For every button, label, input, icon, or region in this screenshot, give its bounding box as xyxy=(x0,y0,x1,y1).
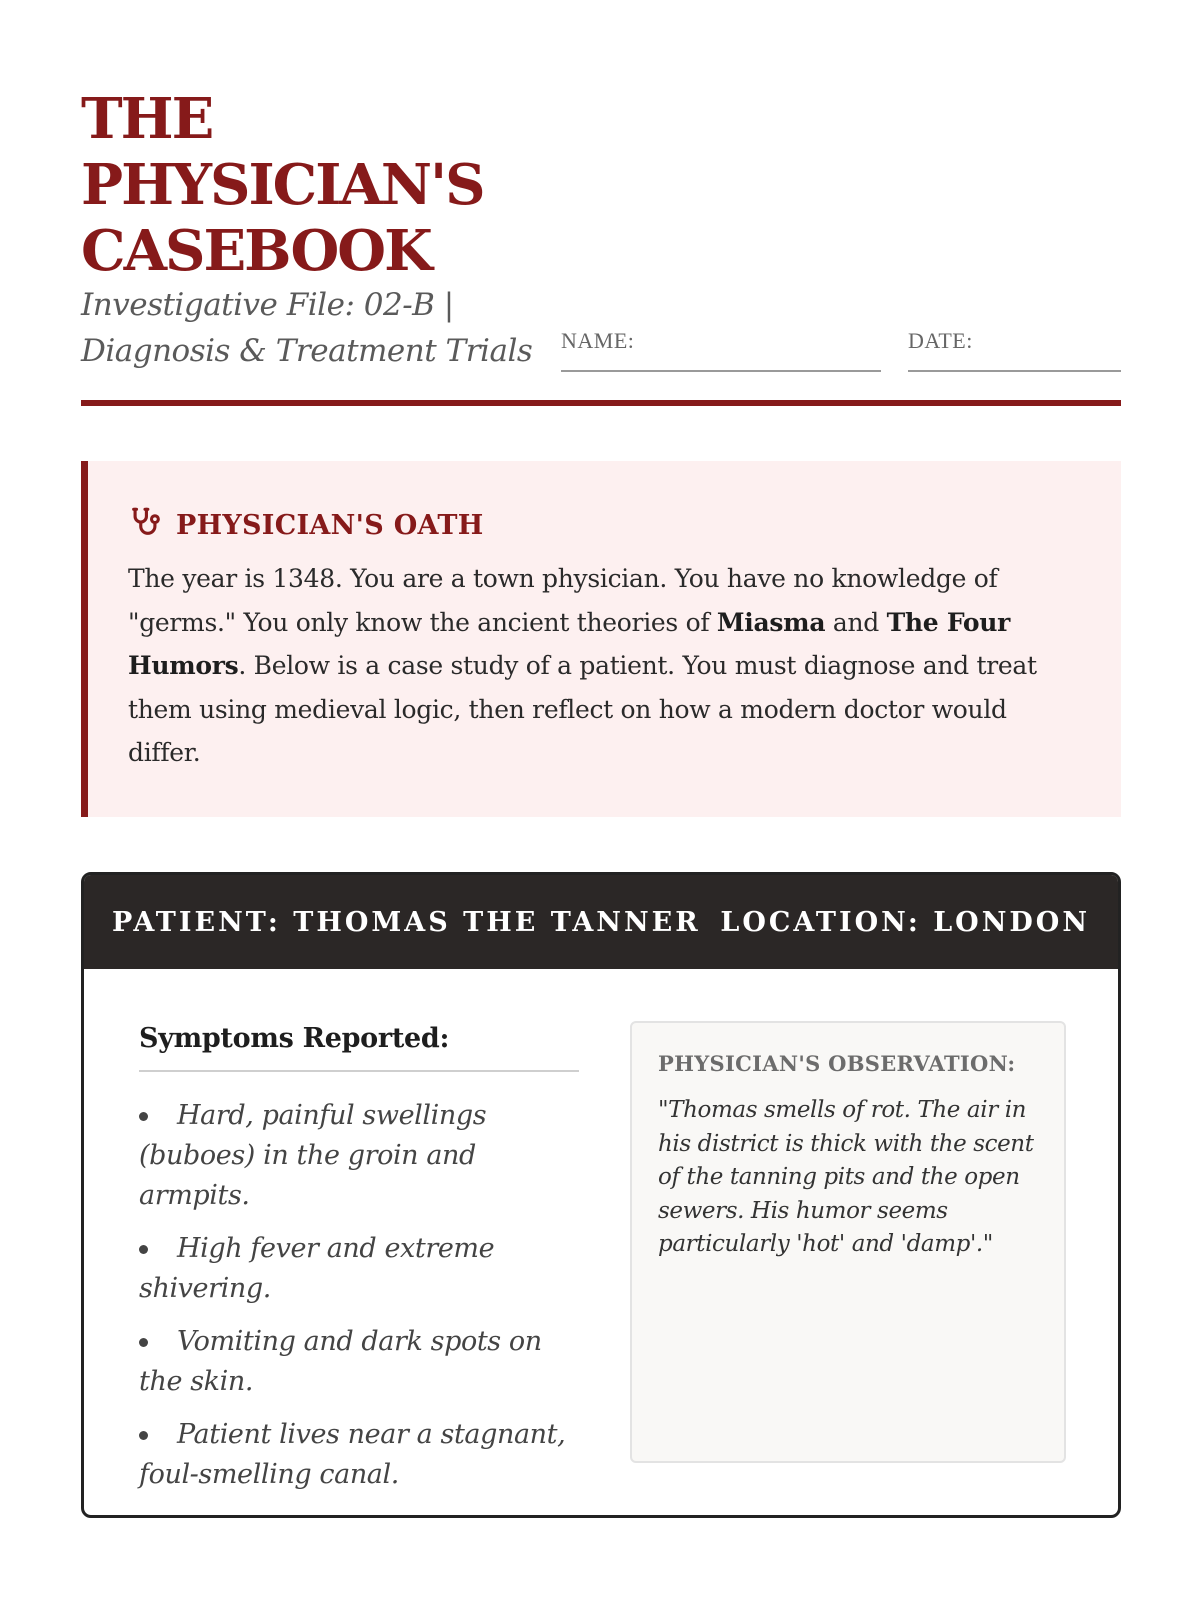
oath-heading xyxy=(128,503,1081,547)
oath-text-part: The year is 1348. You are a town physician. You have no knowledge of "germs." You only know the ancient theories of xyxy=(128,564,998,637)
patient-location: LOCATION: LONDON xyxy=(720,906,1090,938)
observation-title: PHYSICIAN'S OBSERVATION: xyxy=(658,1051,1016,1076)
symptoms-section xyxy=(139,1023,579,1508)
title-line: PHYSICIAN'S xyxy=(81,152,484,218)
patient-name: PATIENT: THOMAS THE TANNER xyxy=(112,906,701,938)
symptom-item: Patient lives near a stagnant, foul-smelling canal. xyxy=(139,1415,579,1495)
date-label: DATE: xyxy=(908,328,973,353)
name-label: NAME: xyxy=(561,328,635,353)
title-line: CASEBOOK xyxy=(81,218,431,284)
oath-text-part: . Below is a case study of a patient. You must diagnose and treat them using medieval logic, then reflect on how a modern doctor would differ. xyxy=(128,651,1037,767)
symptom-item: Vomiting and dark spots on the skin. xyxy=(139,1322,579,1402)
oath-heading-text: PHYSICIAN'S OATH xyxy=(176,509,484,541)
name-field[interactable] xyxy=(561,328,881,372)
term-four-humors: The Four Humors xyxy=(128,607,1011,680)
symptom-item: Hard, painful swellings (buboes) in the groin and armpits. xyxy=(139,1096,579,1216)
patient-case-card xyxy=(81,872,1121,1518)
symptom-item: High fever and extreme shivering. xyxy=(139,1229,579,1309)
title-line: THE xyxy=(81,86,213,152)
symptoms-list xyxy=(139,1096,579,1495)
stethoscope-icon xyxy=(128,505,162,546)
date-field[interactable] xyxy=(908,328,1121,372)
oath-text-part: and xyxy=(825,607,887,637)
page-title xyxy=(81,86,601,284)
page-subtitle: Investigative File: 02-B | Diagnosis & Treatment Trials xyxy=(81,287,533,369)
case-header-bar xyxy=(84,875,1118,969)
observation-box xyxy=(630,1021,1066,1463)
oath-text xyxy=(128,557,1081,775)
header-divider xyxy=(81,400,1121,406)
oath-callout xyxy=(81,461,1121,817)
observation-text: "Thomas smells of rot. The air in his district is thick with the scent of the tanning pits and the open sewers. His humor seems particularly 'hot' and 'damp'." xyxy=(658,1097,1034,1257)
term-miasma: Miasma xyxy=(716,607,826,637)
symptoms-title: Symptoms Reported: xyxy=(139,1023,579,1072)
